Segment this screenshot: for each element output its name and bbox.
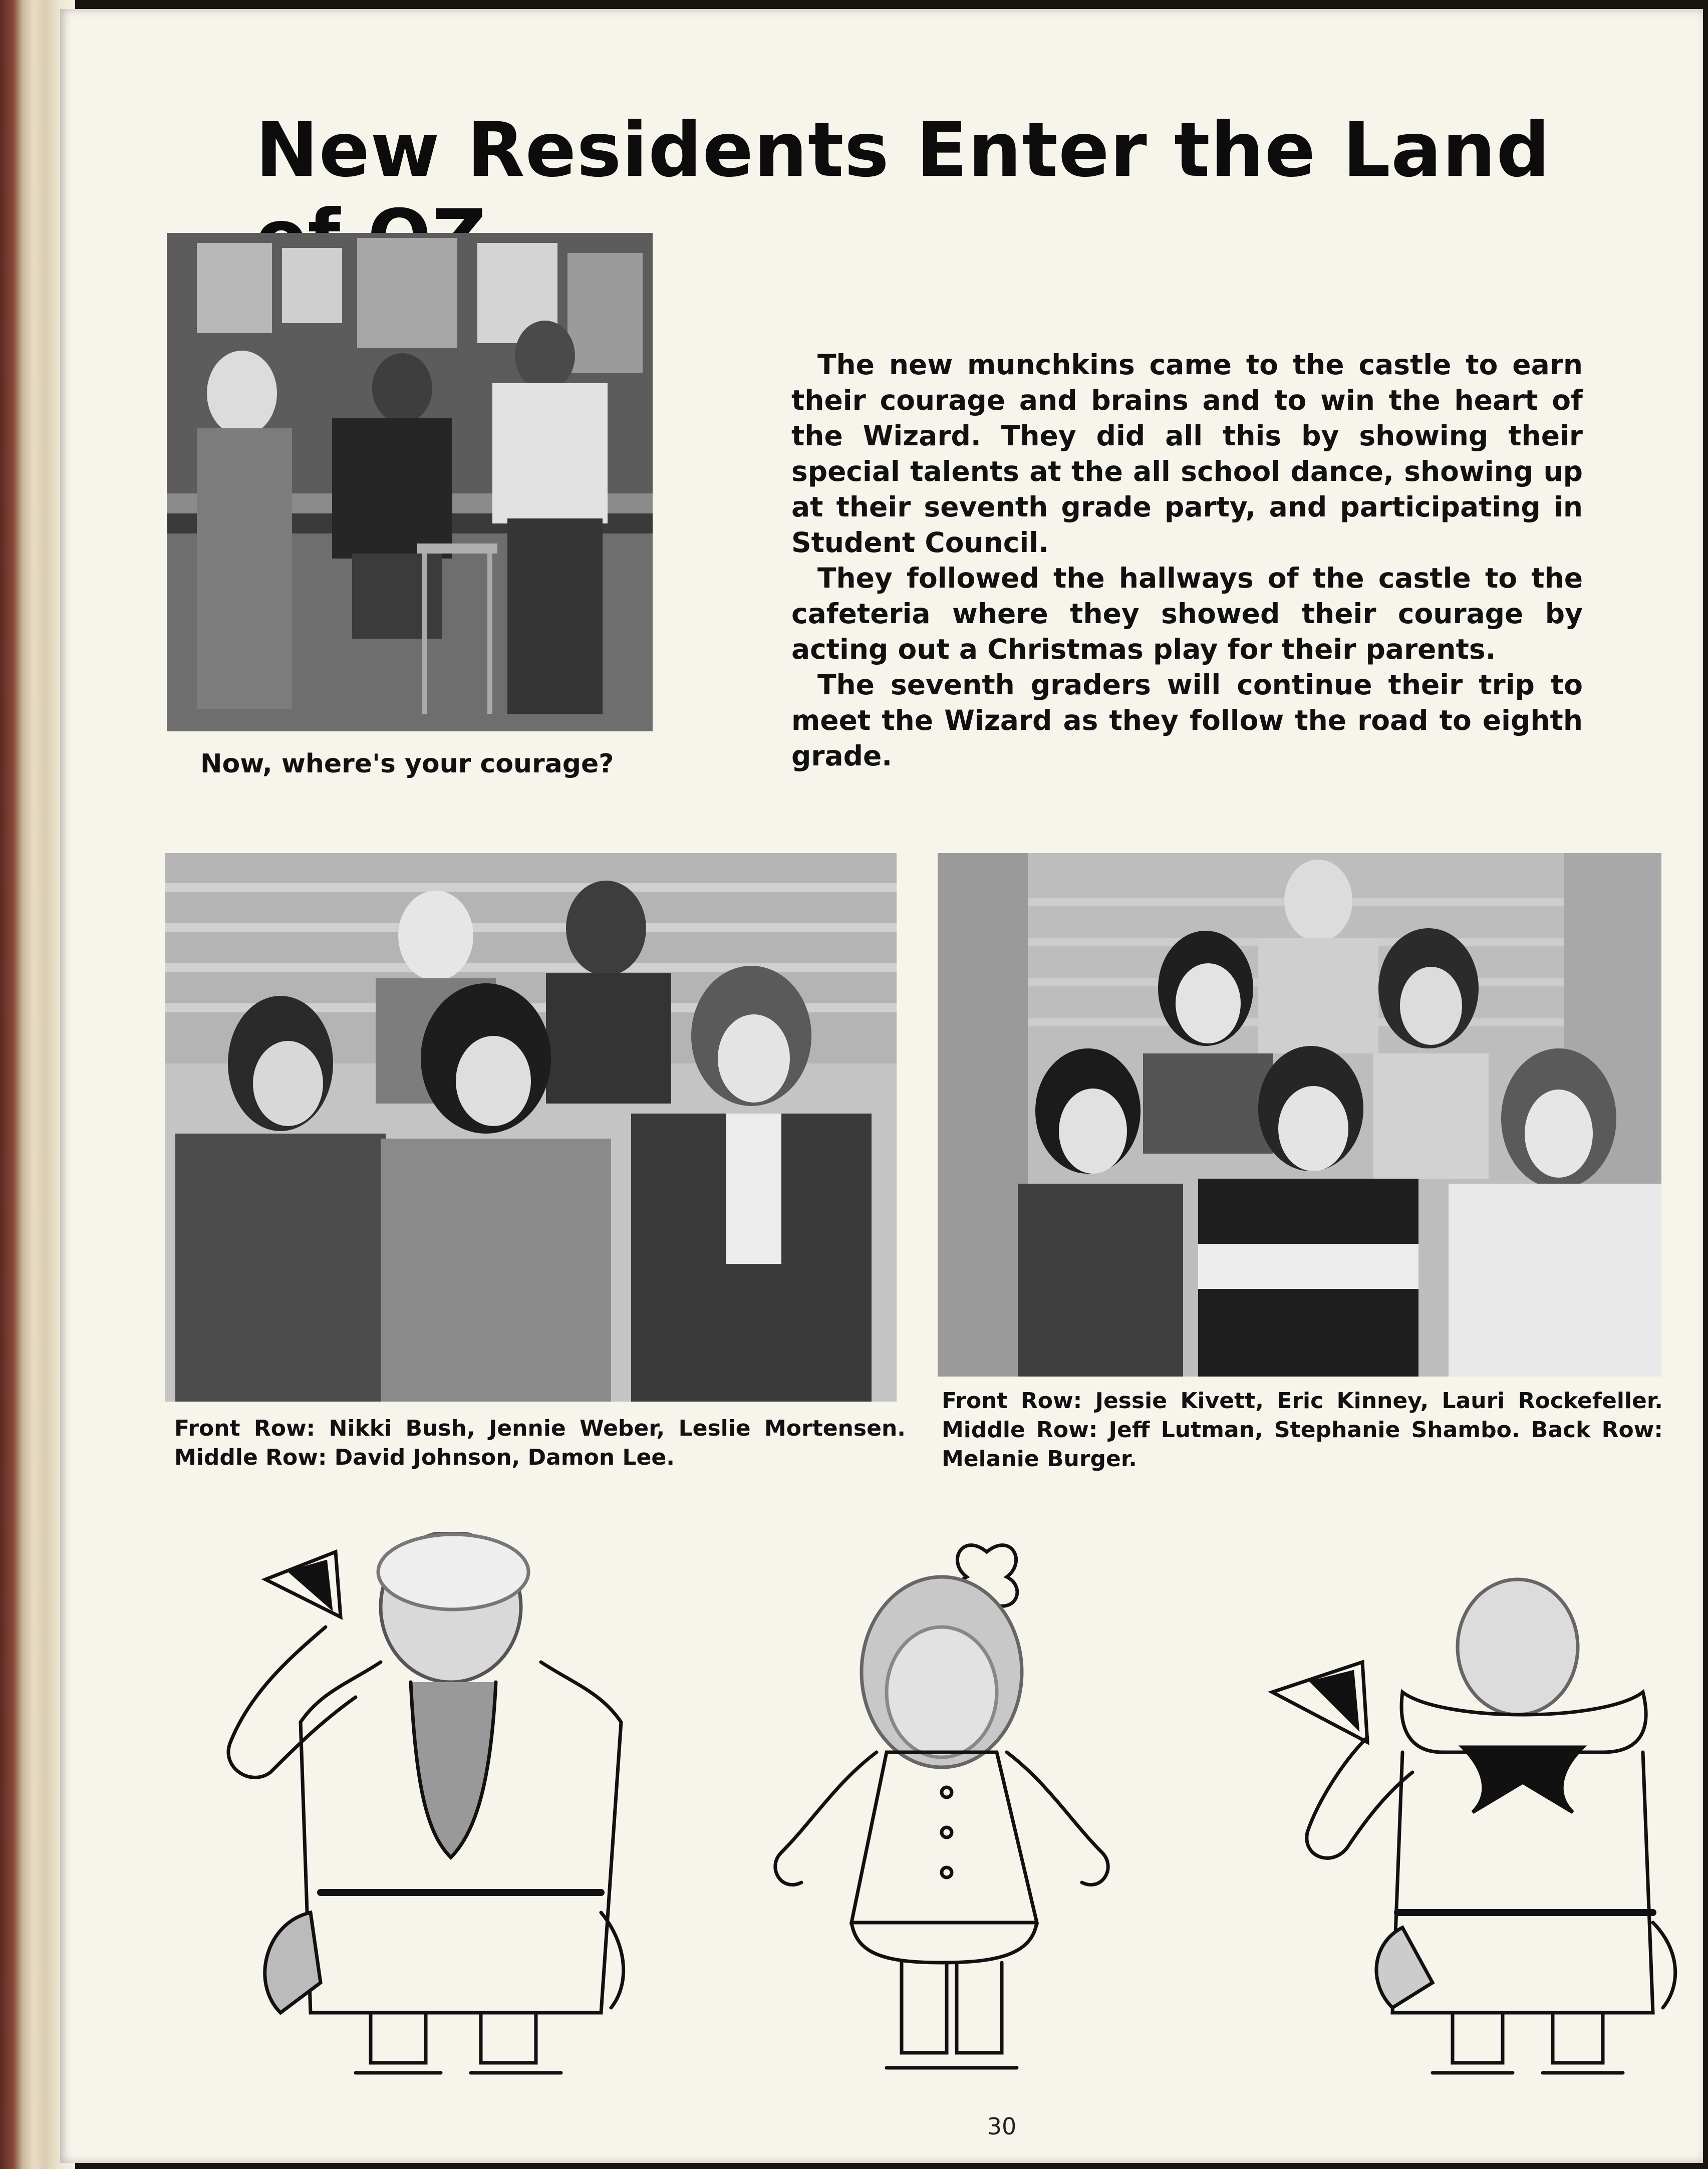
paragraph-3: The seventh graders will continue their trip to meet the Wizard as they follow the road to eighth grade.: [791, 669, 1583, 772]
munchkin-drawing-left: [190, 1532, 641, 2103]
page-title: New Residents Enter the Land: [255, 107, 1551, 194]
article-body: [791, 347, 1583, 774]
paragraph-2: They followed the hallways of the castle to the cafeteria where they showed their courage by acting out a Christmas play for their parents.: [791, 562, 1583, 665]
paragraph-1: The new munchkins came to the castle to earn their courage and brains and to win the heart of the Wizard. They did all this by showing their special talents at the all school dance, showing up at their seventh grade party, and participating in Student Council.: [791, 349, 1583, 559]
left-group-photo: [165, 853, 897, 1402]
page-number: 30: [987, 2113, 1017, 2140]
left-group-caption: Front Row: Nikki Bush, Jennie Weber, Leslie Mortensen. Middle Row: David Johnson, Damon Lee.: [174, 1416, 906, 1470]
right-group-caption: Front Row: Jessie Kivett, Eric Kinney, Lauri Rockefeller. Middle Row: Jeff Lutman, Stephanie Shambo. Back Row: Melanie Burger.: [942, 1388, 1663, 1472]
munchkin-drawing-center: [726, 1532, 1167, 2103]
right-group-photo: [938, 853, 1661, 1377]
yearbook-page: [60, 9, 1703, 2163]
top-photo-caption: Now, where's your courage?: [200, 749, 614, 779]
munchkin-drawing-right: [1252, 1532, 1683, 2103]
classroom-photo: [167, 233, 653, 731]
